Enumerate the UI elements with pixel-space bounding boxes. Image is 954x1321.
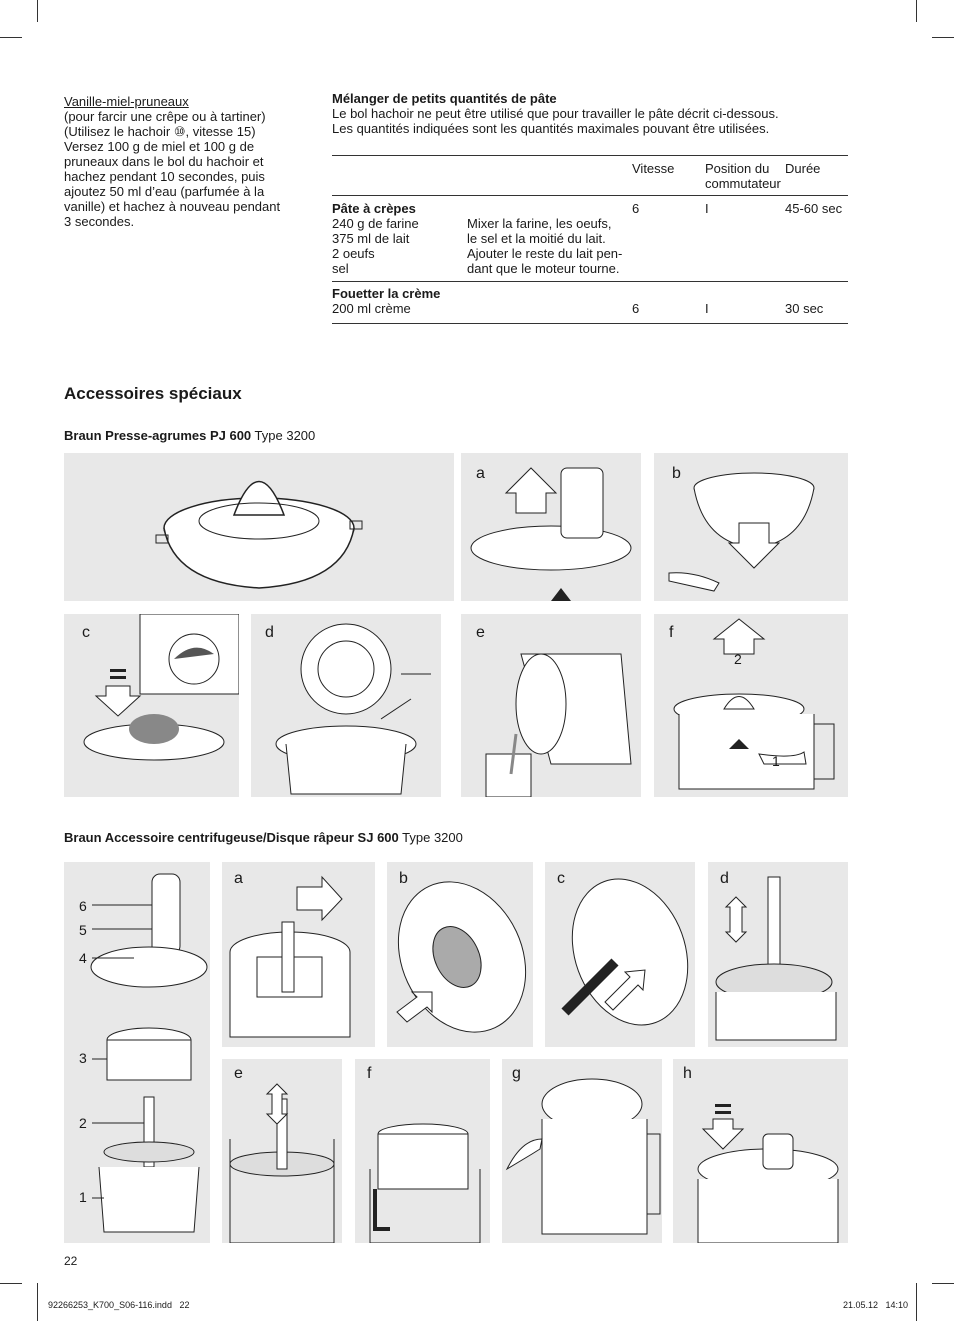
step-b-drawing [387, 862, 533, 1047]
centrifuge-exploded-view [64, 862, 210, 1243]
step-label: e [476, 624, 485, 641]
step-label: c [82, 624, 90, 641]
step-label: c [557, 870, 565, 887]
recipe-vanille [64, 94, 296, 229]
header-duration: Durée [785, 161, 821, 176]
crop-mark [916, 1283, 917, 1321]
step-label: e [234, 1065, 243, 1082]
crepe-ingredients [332, 201, 419, 276]
crepe-duration: 45-60 sec [785, 201, 843, 216]
step-h-drawing [673, 1059, 848, 1243]
crop-mark [0, 37, 22, 38]
part-number: 3 [79, 1050, 87, 1066]
recipe-line: hachez pendant 10 secondes, puis [64, 169, 265, 184]
juicer-title [64, 428, 315, 443]
crop-mark [37, 0, 38, 22]
part-number: 5 [79, 922, 87, 938]
mixing-line: Le bol hachoir ne peut être utilisé que pour travailler le pâte décrit ci-dessous. [332, 106, 779, 121]
recipe-line: (pour farcir une crêpe ou à tartiner) [64, 109, 266, 124]
step-label: f [669, 624, 674, 641]
instruction: Ajouter le reste du lait pen- [467, 246, 623, 261]
crop-mark [37, 1283, 38, 1321]
crop-mark [916, 0, 917, 22]
juicer-step-a [461, 453, 641, 601]
centrifuge-brand: Braun Accessoire centrifugeuse/Disque râpeur SJ 600 [64, 830, 399, 845]
recipe-line: pruneaux dans le bol du hachoir et [64, 154, 264, 169]
step-f-drawing [654, 614, 848, 797]
table-rule [332, 195, 848, 196]
step-label: g [512, 1065, 521, 1082]
crepe-speed: 6 [632, 201, 640, 216]
header-speed: Vitesse [632, 161, 675, 176]
recipe-title: Vanille-miel-pruneaux [64, 94, 189, 109]
step-d-drawing [708, 862, 848, 1047]
crop-mark [0, 1283, 22, 1284]
centrifuge-step-b [387, 862, 533, 1047]
recipe-line: vanille) et hachez à nouveau pendant [64, 199, 281, 214]
ingredient: 240 g de farine [332, 216, 419, 231]
header-position [705, 161, 781, 191]
instruction: dant que le moteur tourne. [467, 261, 620, 276]
step-e-drawing [222, 1059, 342, 1243]
step-label: b [399, 870, 408, 887]
step-label: a [234, 870, 243, 887]
juicer-step-b [654, 453, 848, 601]
table-rule [332, 281, 848, 282]
juicer-type: Type 3200 [254, 428, 316, 443]
footer-file: 92266253_K700_S06-116.indd 22 [48, 1300, 190, 1310]
ingredient: sel [332, 261, 349, 276]
step-number: 1 [772, 753, 780, 769]
step-a-drawing [461, 453, 641, 601]
step-label: h [683, 1065, 692, 1082]
step-label: d [265, 624, 274, 641]
step-b-drawing [654, 453, 848, 601]
cream-duration: 30 sec [785, 301, 824, 316]
step-label: d [720, 870, 729, 887]
mixing-intro [332, 91, 852, 136]
citrus-press-drawing [64, 453, 454, 601]
step-f-drawing [355, 1059, 490, 1243]
centrifuge-title [64, 830, 463, 845]
cream-name: Fouetter la crème [332, 286, 441, 301]
centrifuge-step-h [673, 1059, 848, 1243]
juicer-step-d [251, 614, 441, 797]
crop-mark [932, 1283, 954, 1284]
step-label: a [476, 465, 485, 482]
part-number: 4 [79, 950, 87, 966]
step-c-drawing [545, 862, 695, 1047]
centrifuge-step-f [355, 1059, 490, 1243]
header-position-line: Position du [705, 161, 770, 176]
centrifuge-step-e [222, 1059, 342, 1243]
step-label: f [367, 1065, 372, 1082]
centrifuge-step-g [502, 1059, 662, 1243]
part-number: 6 [79, 898, 87, 914]
centrifuge-step-d [708, 862, 848, 1047]
header-position-line: commutateur [705, 176, 781, 191]
step-label: b [672, 465, 681, 482]
crepe-name: Pâte à crèpes [332, 201, 416, 216]
step-e-drawing [461, 614, 641, 797]
juicer-main-illustration [64, 453, 454, 601]
juicer-step-e [461, 614, 641, 797]
instruction: Mixer la farine, les oeufs, [467, 216, 612, 231]
mixing-line: Les quantités indiquées sont les quantités maximales pouvant être utilisées. [332, 121, 770, 136]
table-rule [332, 155, 848, 156]
step-number: 2 [734, 651, 742, 667]
centrifuge-step-a [222, 862, 375, 1047]
centrifuge-type: Type 3200 [402, 830, 463, 845]
footer-date: 21.05.12 14:10 [843, 1300, 909, 1310]
juicer-step-c [64, 614, 239, 797]
part-number: 2 [79, 1115, 87, 1131]
step-g-drawing [502, 1059, 662, 1243]
recipe-line: 3 secondes. [64, 214, 135, 229]
juicer-brand: Braun Presse-agrumes PJ 600 [64, 428, 252, 443]
step-d-drawing [251, 614, 441, 797]
ingredient: 375 ml de lait [332, 231, 410, 246]
recipe-line: ajoutez 50 ml d’eau (parfumée à la [64, 184, 265, 199]
instruction: le sel et la moitié du lait. [467, 231, 606, 246]
page-number: 22 [64, 1254, 78, 1268]
mixing-title: Mélanger de petits quantités de pâte [332, 91, 557, 106]
recipe-line: Versez 100 g de miel et 100 g de [64, 139, 255, 154]
recipe-line: (Utilisez le hachoir ⑩, vitesse 15) [64, 124, 256, 139]
crop-mark [932, 37, 954, 38]
crepe-instructions [467, 216, 622, 276]
ingredient: 200 ml crème [332, 301, 411, 316]
step-c-drawing [64, 614, 239, 797]
ingredient: 2 oeufs [332, 246, 375, 261]
crepe-position: I [705, 201, 709, 216]
cream-ingredients [332, 286, 440, 316]
cream-speed: 6 [632, 301, 640, 316]
centrifuge-step-c [545, 862, 695, 1047]
table-rule [332, 323, 848, 324]
cream-position: I [705, 301, 709, 316]
part-number: 1 [79, 1189, 87, 1205]
juicer-step-f [654, 614, 848, 797]
step-a-drawing [222, 862, 375, 1047]
section-title: Accessoires spéciaux [64, 384, 242, 403]
